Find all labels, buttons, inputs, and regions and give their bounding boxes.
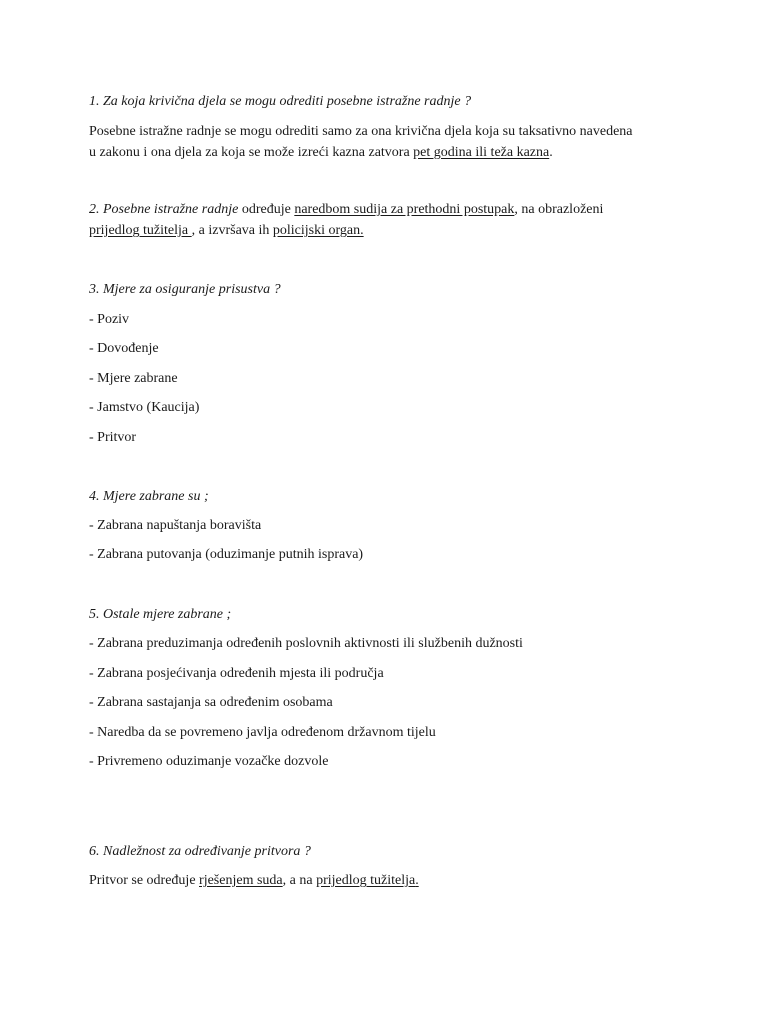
- list-item: - Zabrana sastajanja sa određenim osobama: [89, 695, 333, 710]
- list-item: - Zabrana putovanja (oduzimanje putnih isprava): [89, 547, 364, 562]
- answer-1-underlined: pet godina ili teža kazna: [413, 145, 550, 160]
- answer-6-underlined-1: rješenjem suda: [199, 873, 283, 888]
- list-item: - Zabrana napuštanja boravišta: [89, 518, 262, 533]
- statement-2-tail: , na obrazloženi: [514, 202, 604, 217]
- statement-2-line-2: [89, 222, 364, 240]
- answer-6-underlined-2: prijedlog tužitelja: [316, 873, 416, 888]
- list-item: - Privremeno oduzimanje vozačke dozvole: [89, 754, 329, 769]
- answer-1-period: .: [549, 145, 553, 160]
- answer-6: [89, 872, 419, 890]
- list-item: - Zabrana preduzimanja određenih poslovnih aktivnosti ili službenih dužnosti: [89, 636, 523, 651]
- list-item: - Mjere zabrane: [89, 371, 178, 386]
- statement-2-verb: određuje: [238, 202, 295, 217]
- list-item: - Poziv: [89, 312, 130, 327]
- statement-2-subject: 2. Posebne istražne radnje: [89, 202, 239, 217]
- statement-2-underlined-1: naredbom sudija za prethodni postupak: [294, 202, 515, 217]
- list-item: - Jamstvo (Kaucija): [89, 400, 200, 415]
- list-item: - Pritvor: [89, 430, 137, 445]
- statement-2-underlined-3: policijski organ.: [272, 223, 364, 238]
- statement-2-underlined-2: prijedlog tužitelja: [89, 223, 192, 238]
- question-1: 1. Za koja krivična djela se mogu odrediti posebne istražne radnje ?: [89, 94, 472, 109]
- answer-1-text: u zakonu i ona djela za koja se može izreći kazna zatvora: [89, 145, 414, 160]
- answer-1-line-2: [89, 144, 553, 162]
- question-3: 3. Mjere za osiguranje prisustva ?: [89, 282, 281, 297]
- question-6: 6. Nadležnost za određivanje pritvora ?: [89, 844, 311, 859]
- answer-6-period: .: [415, 873, 419, 888]
- answer-6-mid: , a na: [282, 873, 317, 888]
- question-5: 5. Ostale mjere zabrane ;: [89, 607, 232, 622]
- list-item: - Zabrana posjećivanja određenih mjesta ili područja: [89, 666, 384, 681]
- question-4: 4. Mjere zabrane su ;: [89, 489, 209, 504]
- list-item: - Naredba da se povremeno javlja određenom državnom tijelu: [89, 725, 436, 740]
- list-item: - Dovođenje: [89, 341, 159, 356]
- answer-1-line-1: Posebne istražne radnje se mogu odrediti samo za ona krivična djela koja su taksativno navedena: [89, 124, 633, 139]
- statement-2-mid: , a izvršava ih: [191, 223, 273, 238]
- answer-6-text: Pritvor se određuje: [89, 873, 200, 888]
- statement-2-line-1: [89, 201, 603, 219]
